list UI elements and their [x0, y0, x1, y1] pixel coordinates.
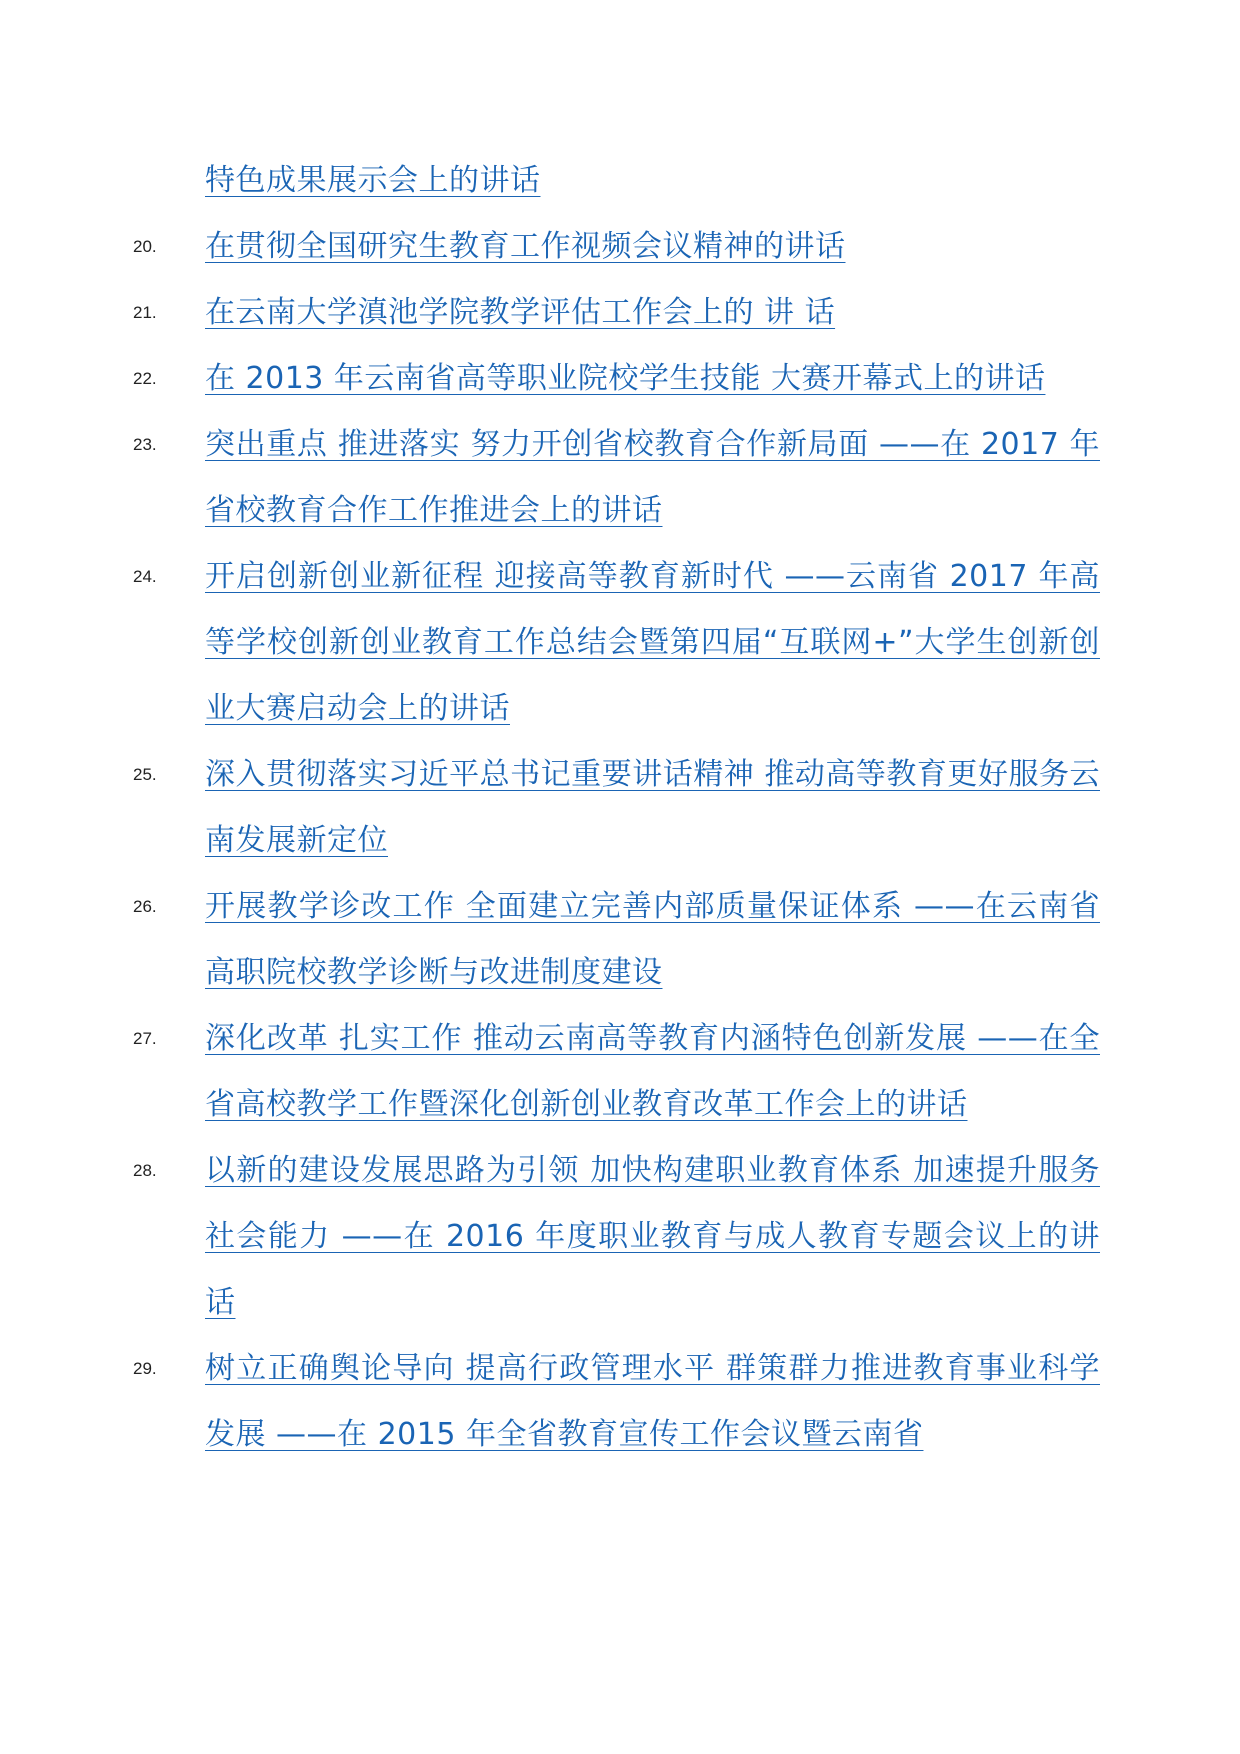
toc-entry-link[interactable]: 在云南大学滇池学院教学评估工作会上的 讲 话: [205, 295, 836, 330]
toc-entry: [133, 214, 1100, 280]
toc-entry-link[interactable]: 开展教学诊改工作 全面建立完善内部质量保证体系 ——在云南省高职院校教学诊断与改进制度建设: [205, 889, 1100, 990]
toc-entry-number: 26.: [133, 897, 157, 916]
toc-entry-link[interactable]: 在贯彻全国研究生教育工作视频会议精神的讲话: [205, 229, 846, 264]
toc-entry: [205, 148, 1100, 214]
toc-entry: [133, 412, 1100, 544]
toc-entry-number: 25.: [133, 765, 157, 784]
toc-entry-link[interactable]: 突出重点 推进落实 努力开创省校教育合作新局面 ——在 2017 年省校教育合作工作推进会上的讲话: [205, 427, 1100, 528]
toc-entry-number: 29.: [133, 1359, 157, 1378]
toc-entry-link[interactable]: 特色成果展示会上的讲话: [205, 163, 541, 198]
toc-entry-link[interactable]: 开启创新创业新征程 迎接高等教育新时代 ——云南省 2017 年高等学校创新创业教育工作总结会暨第四届“互联网+”大学生创新创业大赛启动会上的讲话: [205, 559, 1100, 726]
toc-entry-number: 23.: [133, 435, 157, 454]
toc-entry-number: 21.: [133, 303, 157, 322]
toc-list: [133, 148, 1100, 1468]
toc-entry-link[interactable]: 在 2013 年云南省高等职业院校学生技能 大赛开幕式上的讲话: [205, 361, 1046, 396]
toc-entry-link[interactable]: 深化改革 扎实工作 推动云南高等教育内涵特色创新发展 ——在全省高校教学工作暨深化创新创业教育改革工作会上的讲话: [205, 1021, 1100, 1122]
toc-entry-link[interactable]: 树立正确舆论导向 提高行政管理水平 群策群力推进教育事业科学发展 ——在 2015 年全省教育宣传工作会议暨云南省: [205, 1351, 1100, 1452]
toc-entry-link[interactable]: 以新的建设发展思路为引领 加快构建职业教育体系 加速提升服务社会能力 ——在 2016 年度职业教育与成人教育专题会议上的讲话: [205, 1153, 1100, 1320]
toc-entry: [133, 346, 1100, 412]
toc-entry: [133, 544, 1100, 742]
toc-entry: [133, 280, 1100, 346]
toc-entry-number: 24.: [133, 567, 157, 586]
toc-entry-number: 20.: [133, 237, 157, 256]
toc-entry-link[interactable]: 深入贯彻落实习近平总书记重要讲话精神 推动高等教育更好服务云南发展新定位: [205, 757, 1100, 858]
toc-entry-number: 22.: [133, 369, 157, 388]
toc-entry: [133, 742, 1100, 874]
toc-entry: [133, 1006, 1100, 1138]
toc-entry-number: 28.: [133, 1161, 157, 1180]
toc-entry: [133, 1336, 1100, 1468]
toc-entry: [133, 1138, 1100, 1336]
toc-entry-number: 27.: [133, 1029, 157, 1048]
toc-entry: [133, 874, 1100, 1006]
